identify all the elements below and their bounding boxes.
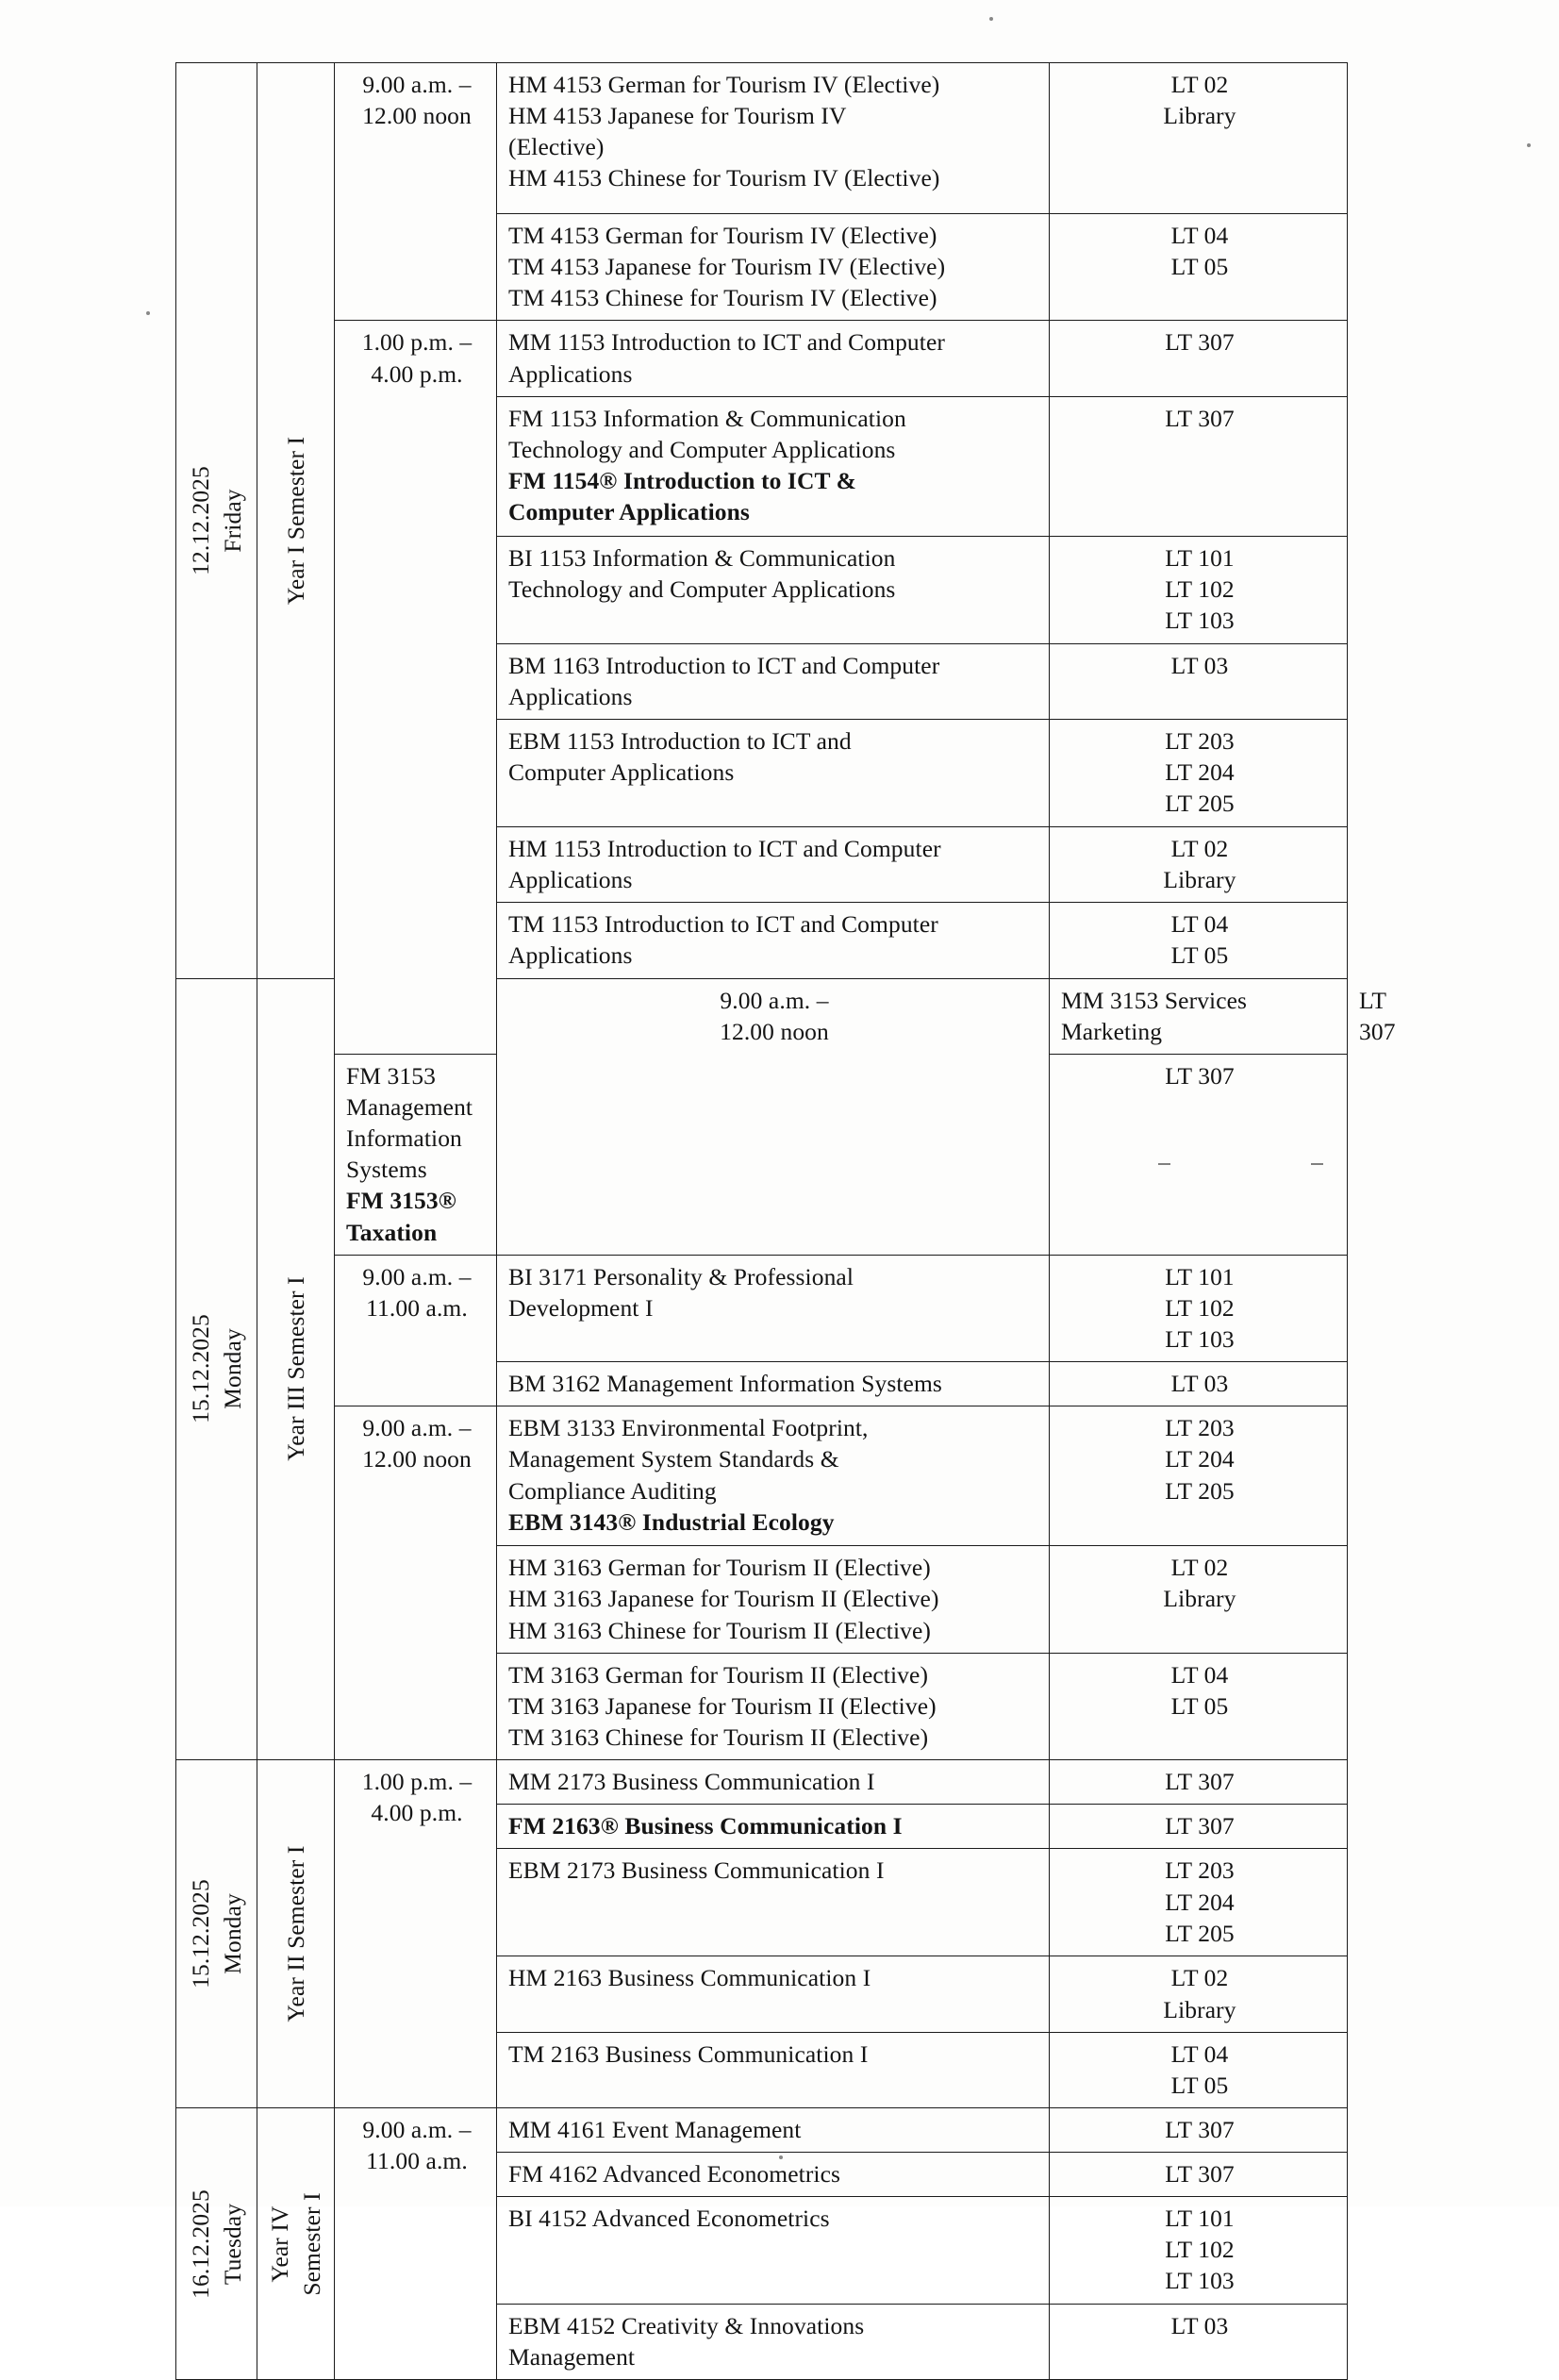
subject-cell bbox=[497, 2197, 1050, 2305]
subject-line: MM 4161 Event Management bbox=[508, 2115, 802, 2143]
subject-cell bbox=[497, 826, 1050, 902]
subject-line: BM 3162 Management Information Systems bbox=[508, 1370, 942, 1398]
time-line: 4.00 p.m. bbox=[371, 1799, 463, 1827]
subject-cell bbox=[497, 1760, 1050, 1805]
subject-line: Applications bbox=[508, 941, 633, 970]
table-row bbox=[176, 321, 1348, 396]
time-cell bbox=[335, 2107, 497, 2380]
time-cell bbox=[335, 321, 497, 1054]
year-semester-cell bbox=[257, 1760, 335, 2108]
time-line: 12.00 noon bbox=[362, 1445, 472, 1473]
subject-cell bbox=[497, 1849, 1050, 1956]
venue-line: LT 101 bbox=[1165, 1262, 1235, 1290]
subject-line: BI 4152 Advanced Econometrics bbox=[508, 2205, 830, 2233]
subject-line: TM 3163 German for Tourism II (Elective) bbox=[508, 1660, 929, 1689]
venue-line: Library bbox=[1163, 866, 1236, 894]
subject-cell bbox=[497, 321, 1050, 396]
subject-line-repeat: FM 2163® Business Communication I bbox=[508, 1812, 903, 1840]
subject-cell bbox=[497, 536, 1050, 643]
subject-line: HM 1153 Introduction to ICT and Computer bbox=[508, 834, 941, 862]
subject-line: TM 3163 Chinese for Tourism II (Elective) bbox=[508, 1723, 929, 1751]
venue-cell bbox=[1050, 1760, 1348, 1805]
time-line: 11.00 a.m. bbox=[366, 1293, 468, 1322]
year-semester-cell bbox=[257, 978, 335, 1760]
subject-cell bbox=[335, 1054, 497, 1255]
venue-line: LT 02 bbox=[1170, 71, 1229, 98]
subject-line: HM 3163 Japanese for Tourism II (Elective) bbox=[508, 1585, 939, 1613]
subject-line: Technology and Computer Applications bbox=[508, 435, 896, 463]
subject-cell bbox=[1050, 978, 1348, 1054]
venue-line: LT 02 bbox=[1170, 1964, 1229, 1992]
subject-line: EBM 4152 Creativity & Innovations bbox=[508, 2312, 865, 2340]
venue-cell bbox=[1050, 1054, 1348, 1255]
venue-line: LT 307 bbox=[1165, 1812, 1235, 1840]
subject-cell bbox=[497, 214, 1050, 321]
subject-cell bbox=[497, 63, 1050, 214]
venue-line: LT 203 bbox=[1165, 726, 1235, 755]
venue-line: LT 102 bbox=[1165, 574, 1235, 603]
venue-cell bbox=[1050, 396, 1348, 536]
venue-line: LT 03 bbox=[1170, 2312, 1229, 2340]
venue-cell bbox=[1050, 1255, 1348, 1361]
time-cell bbox=[335, 63, 497, 321]
time-cell bbox=[497, 978, 1050, 1255]
venue-cell bbox=[1050, 903, 1348, 978]
time-line: 1.00 p.m. – bbox=[361, 328, 473, 357]
subject-line: FM 1153 Information & Communication bbox=[508, 404, 906, 432]
subject-line: MM 3153 Services Marketing bbox=[1061, 986, 1248, 1045]
scan-artifact-dot bbox=[989, 17, 993, 21]
subject-cell bbox=[497, 2153, 1050, 2197]
subject-line: HM 4153 German for Tourism IV (Elective) bbox=[508, 71, 940, 98]
subject-line: TM 4153 Japanese for Tourism IV (Elective) bbox=[508, 253, 946, 281]
venue-line: LT 204 bbox=[1165, 1888, 1235, 1916]
venue-cell bbox=[1050, 1956, 1348, 2032]
subject-line: Applications bbox=[508, 682, 633, 710]
table-row bbox=[176, 2107, 1348, 2152]
subject-line: FM 4162 Advanced Econometrics bbox=[508, 2160, 841, 2189]
subject-line: TM 4153 Chinese for Tourism IV (Elective) bbox=[508, 284, 937, 312]
venue-cell bbox=[1050, 1406, 1348, 1546]
subject-line: MM 1153 Introduction to ICT and Computer bbox=[508, 328, 945, 357]
subject-line-repeat: FM 1154® Introduction to ICT & bbox=[508, 466, 856, 494]
time-line: 9.00 a.m. – bbox=[362, 2115, 472, 2143]
venue-line: LT 103 bbox=[1165, 1324, 1235, 1353]
venue-line: LT 02 bbox=[1170, 1554, 1229, 1582]
venue-line: LT 05 bbox=[1170, 941, 1229, 970]
venue-line: Library bbox=[1163, 1585, 1236, 1613]
time-line: 9.00 a.m. – bbox=[362, 71, 472, 98]
venue-line: LT 205 bbox=[1165, 1476, 1235, 1505]
subject-cell bbox=[497, 396, 1050, 536]
subject-cell bbox=[497, 719, 1050, 826]
time-line: 11.00 a.m. bbox=[366, 2147, 468, 2175]
venue-line: LT 307 bbox=[1165, 1061, 1235, 1090]
venue-line: LT 05 bbox=[1170, 1691, 1229, 1720]
venue-cell bbox=[1050, 643, 1348, 719]
venue-cell bbox=[1050, 536, 1348, 643]
venue-line: LT 101 bbox=[1165, 543, 1235, 572]
venue-line: LT 307 bbox=[1165, 1768, 1235, 1796]
subject-line-repeat: EBM 3143® Industrial Ecology bbox=[508, 1507, 835, 1536]
venue-line: LT 04 bbox=[1170, 910, 1229, 939]
time-line: 9.00 a.m. – bbox=[362, 1262, 472, 1290]
scan-artifact-dot bbox=[146, 311, 150, 315]
year-semester-cell bbox=[257, 63, 335, 979]
venue-line: LT 03 bbox=[1170, 651, 1229, 679]
subject-cell bbox=[497, 1653, 1050, 1759]
subject-line: TM 4153 German for Tourism IV (Elective) bbox=[508, 222, 937, 249]
venue-cell bbox=[1050, 826, 1348, 902]
venue-cell bbox=[1050, 214, 1348, 321]
venue-line: LT 204 bbox=[1165, 1445, 1235, 1473]
time-line: 12.00 noon bbox=[362, 102, 472, 130]
venue-cell bbox=[1050, 1805, 1348, 1849]
subject-line: (Elective) bbox=[508, 133, 605, 161]
subject-line: EBM 1153 Introduction to ICT and bbox=[508, 726, 852, 755]
date-cell bbox=[176, 978, 257, 1760]
subject-line: EBM 3133 Environmental Footprint, bbox=[508, 1414, 869, 1442]
time-line: 9.00 a.m. – bbox=[362, 1414, 472, 1442]
subject-line: Applications bbox=[508, 359, 633, 388]
time-cell bbox=[335, 1760, 497, 2108]
subject-line: HM 4153 Chinese for Tourism IV (Elective) bbox=[508, 164, 940, 192]
venue-line: LT 102 bbox=[1165, 2236, 1235, 2264]
subject-cell bbox=[497, 2305, 1050, 2380]
subject-line: TM 1153 Introduction to ICT and Computer bbox=[508, 910, 938, 939]
venue-cell bbox=[1050, 2197, 1348, 2305]
venue-line: LT 04 bbox=[1170, 1660, 1229, 1689]
venue-cell bbox=[1050, 1849, 1348, 1956]
venue-cell bbox=[1050, 719, 1348, 826]
venue-cell bbox=[1050, 2107, 1348, 2152]
time-line: 9.00 a.m. – bbox=[720, 986, 829, 1014]
year-semester-label: Year IV Semester I bbox=[265, 2192, 325, 2296]
subject-line: Computer Applications bbox=[508, 758, 735, 787]
scan-artifact-dot bbox=[1527, 143, 1531, 147]
date-label: 16.12.2025 Tuesday bbox=[186, 2189, 246, 2299]
year-semester-label: Year I Semester I bbox=[281, 436, 309, 605]
time-cell bbox=[335, 1406, 497, 1760]
venue-line: LT 203 bbox=[1165, 1856, 1235, 1885]
venue-line: LT 04 bbox=[1170, 222, 1229, 249]
venue-line: Library bbox=[1163, 1995, 1236, 2023]
venue-line: LT 205 bbox=[1165, 790, 1235, 818]
year-semester-label: Year III Semester I bbox=[281, 1276, 309, 1462]
venue-line: LT 203 bbox=[1165, 1414, 1235, 1442]
subject-line: Compliance Auditing bbox=[508, 1476, 717, 1505]
venue-line: LT 205 bbox=[1165, 1919, 1235, 1947]
subject-line-repeat: Computer Applications bbox=[508, 498, 750, 526]
subject-line: FM 3153 Management Information Systems bbox=[346, 1061, 473, 1184]
subject-line: EBM 2173 Business Communication I bbox=[508, 1856, 885, 1885]
venue-line: LT 102 bbox=[1165, 1293, 1235, 1322]
table-row: 15.12.2025 Monday Year III Semester I 9.00 a.m. – 12.00 noon MM 3153 Services Marketing LT 307 bbox=[176, 978, 1348, 1054]
table-row bbox=[176, 1255, 1348, 1361]
subject-cell bbox=[497, 1255, 1050, 1361]
time-line: 1.00 p.m. – bbox=[361, 1768, 473, 1796]
subject-line: BM 1163 Introduction to ICT and Computer bbox=[508, 651, 940, 679]
time-line: 12.00 noon bbox=[720, 1017, 829, 1045]
venue-cell bbox=[1050, 1362, 1348, 1406]
venue-line: LT 307 bbox=[1165, 404, 1235, 432]
subject-cell bbox=[497, 1956, 1050, 2032]
subject-cell bbox=[497, 903, 1050, 978]
date-cell bbox=[176, 1760, 257, 2108]
venue-cell bbox=[1050, 63, 1348, 214]
venue-line: LT 05 bbox=[1170, 2071, 1229, 2099]
date-cell bbox=[176, 2107, 257, 2380]
subject-line: HM 4153 Japanese for Tourism IV bbox=[508, 102, 847, 130]
subject-line: BI 3171 Personality & Professional bbox=[508, 1262, 854, 1290]
venue-line: LT 05 bbox=[1170, 253, 1229, 281]
subject-line: Development I bbox=[508, 1293, 654, 1322]
venue-cell bbox=[1050, 1546, 1348, 1653]
subject-line-repeat: FM 3153® Taxation bbox=[346, 1187, 456, 1246]
venue-line: Library bbox=[1163, 102, 1236, 130]
subject-cell bbox=[497, 1805, 1050, 1849]
subject-line: Management System Standards & bbox=[508, 1445, 839, 1473]
subject-line: HM 2163 Business Communication I bbox=[508, 1964, 871, 1992]
year-semester-label: Year II Semester I bbox=[281, 1845, 309, 2022]
subject-cell bbox=[497, 2107, 1050, 2152]
venue-line: LT 03 bbox=[1170, 1370, 1229, 1398]
time-cell bbox=[335, 1255, 497, 1406]
timetable-container bbox=[175, 62, 1396, 2380]
venue-line: LT 204 bbox=[1165, 758, 1235, 787]
subject-line: Management bbox=[508, 2343, 636, 2372]
table-row bbox=[176, 63, 1348, 214]
venue-cell bbox=[1050, 1653, 1348, 1759]
subject-line: TM 3163 Japanese for Tourism II (Elective) bbox=[508, 1691, 937, 1720]
subject-cell bbox=[497, 2032, 1050, 2107]
subject-line: Applications bbox=[508, 866, 633, 894]
time-line: 4.00 p.m. bbox=[371, 359, 463, 388]
year-semester-cell bbox=[257, 2107, 335, 2380]
subject-line: Technology and Computer Applications bbox=[508, 574, 896, 603]
examination-timetable bbox=[175, 62, 1396, 2380]
subject-line: HM 3163 German for Tourism II (Elective) bbox=[508, 1554, 931, 1582]
subject-line: HM 3163 Chinese for Tourism II (Elective) bbox=[508, 1616, 931, 1644]
venue-cell bbox=[1050, 2032, 1348, 2107]
date-cell bbox=[176, 63, 257, 979]
venue-line: LT 101 bbox=[1165, 2205, 1235, 2233]
table-row bbox=[176, 1406, 1348, 1546]
venue-line: LT 307 bbox=[1165, 2115, 1235, 2143]
subject-cell bbox=[497, 643, 1050, 719]
date-label: 12.12.2025 Friday bbox=[186, 465, 246, 575]
venue-line: LT 02 bbox=[1170, 834, 1229, 862]
date-label: 15.12.2025 Monday bbox=[186, 1314, 246, 1424]
venue-line: LT 04 bbox=[1170, 2039, 1229, 2068]
venue-line: LT 103 bbox=[1165, 2267, 1235, 2295]
subject-line: MM 2173 Business Communication I bbox=[508, 1768, 875, 1796]
subject-cell bbox=[497, 1362, 1050, 1406]
date-label: 15.12.2025 Monday bbox=[186, 1879, 246, 1989]
subject-line: TM 2163 Business Communication I bbox=[508, 2039, 869, 2068]
subject-line: BI 1153 Information & Communication bbox=[508, 543, 896, 572]
venue-cell bbox=[1050, 2305, 1348, 2380]
venue-line: LT 307 bbox=[1165, 2160, 1235, 2189]
venue-line: LT 103 bbox=[1165, 606, 1235, 634]
venue-cell bbox=[1050, 321, 1348, 396]
subject-cell bbox=[497, 1406, 1050, 1546]
subject-cell bbox=[497, 1546, 1050, 1653]
timetable-body bbox=[176, 63, 1396, 2380]
venue-line: LT 307 bbox=[1165, 328, 1235, 357]
venue-cell bbox=[1050, 2153, 1348, 2197]
table-row bbox=[176, 1760, 1348, 1805]
